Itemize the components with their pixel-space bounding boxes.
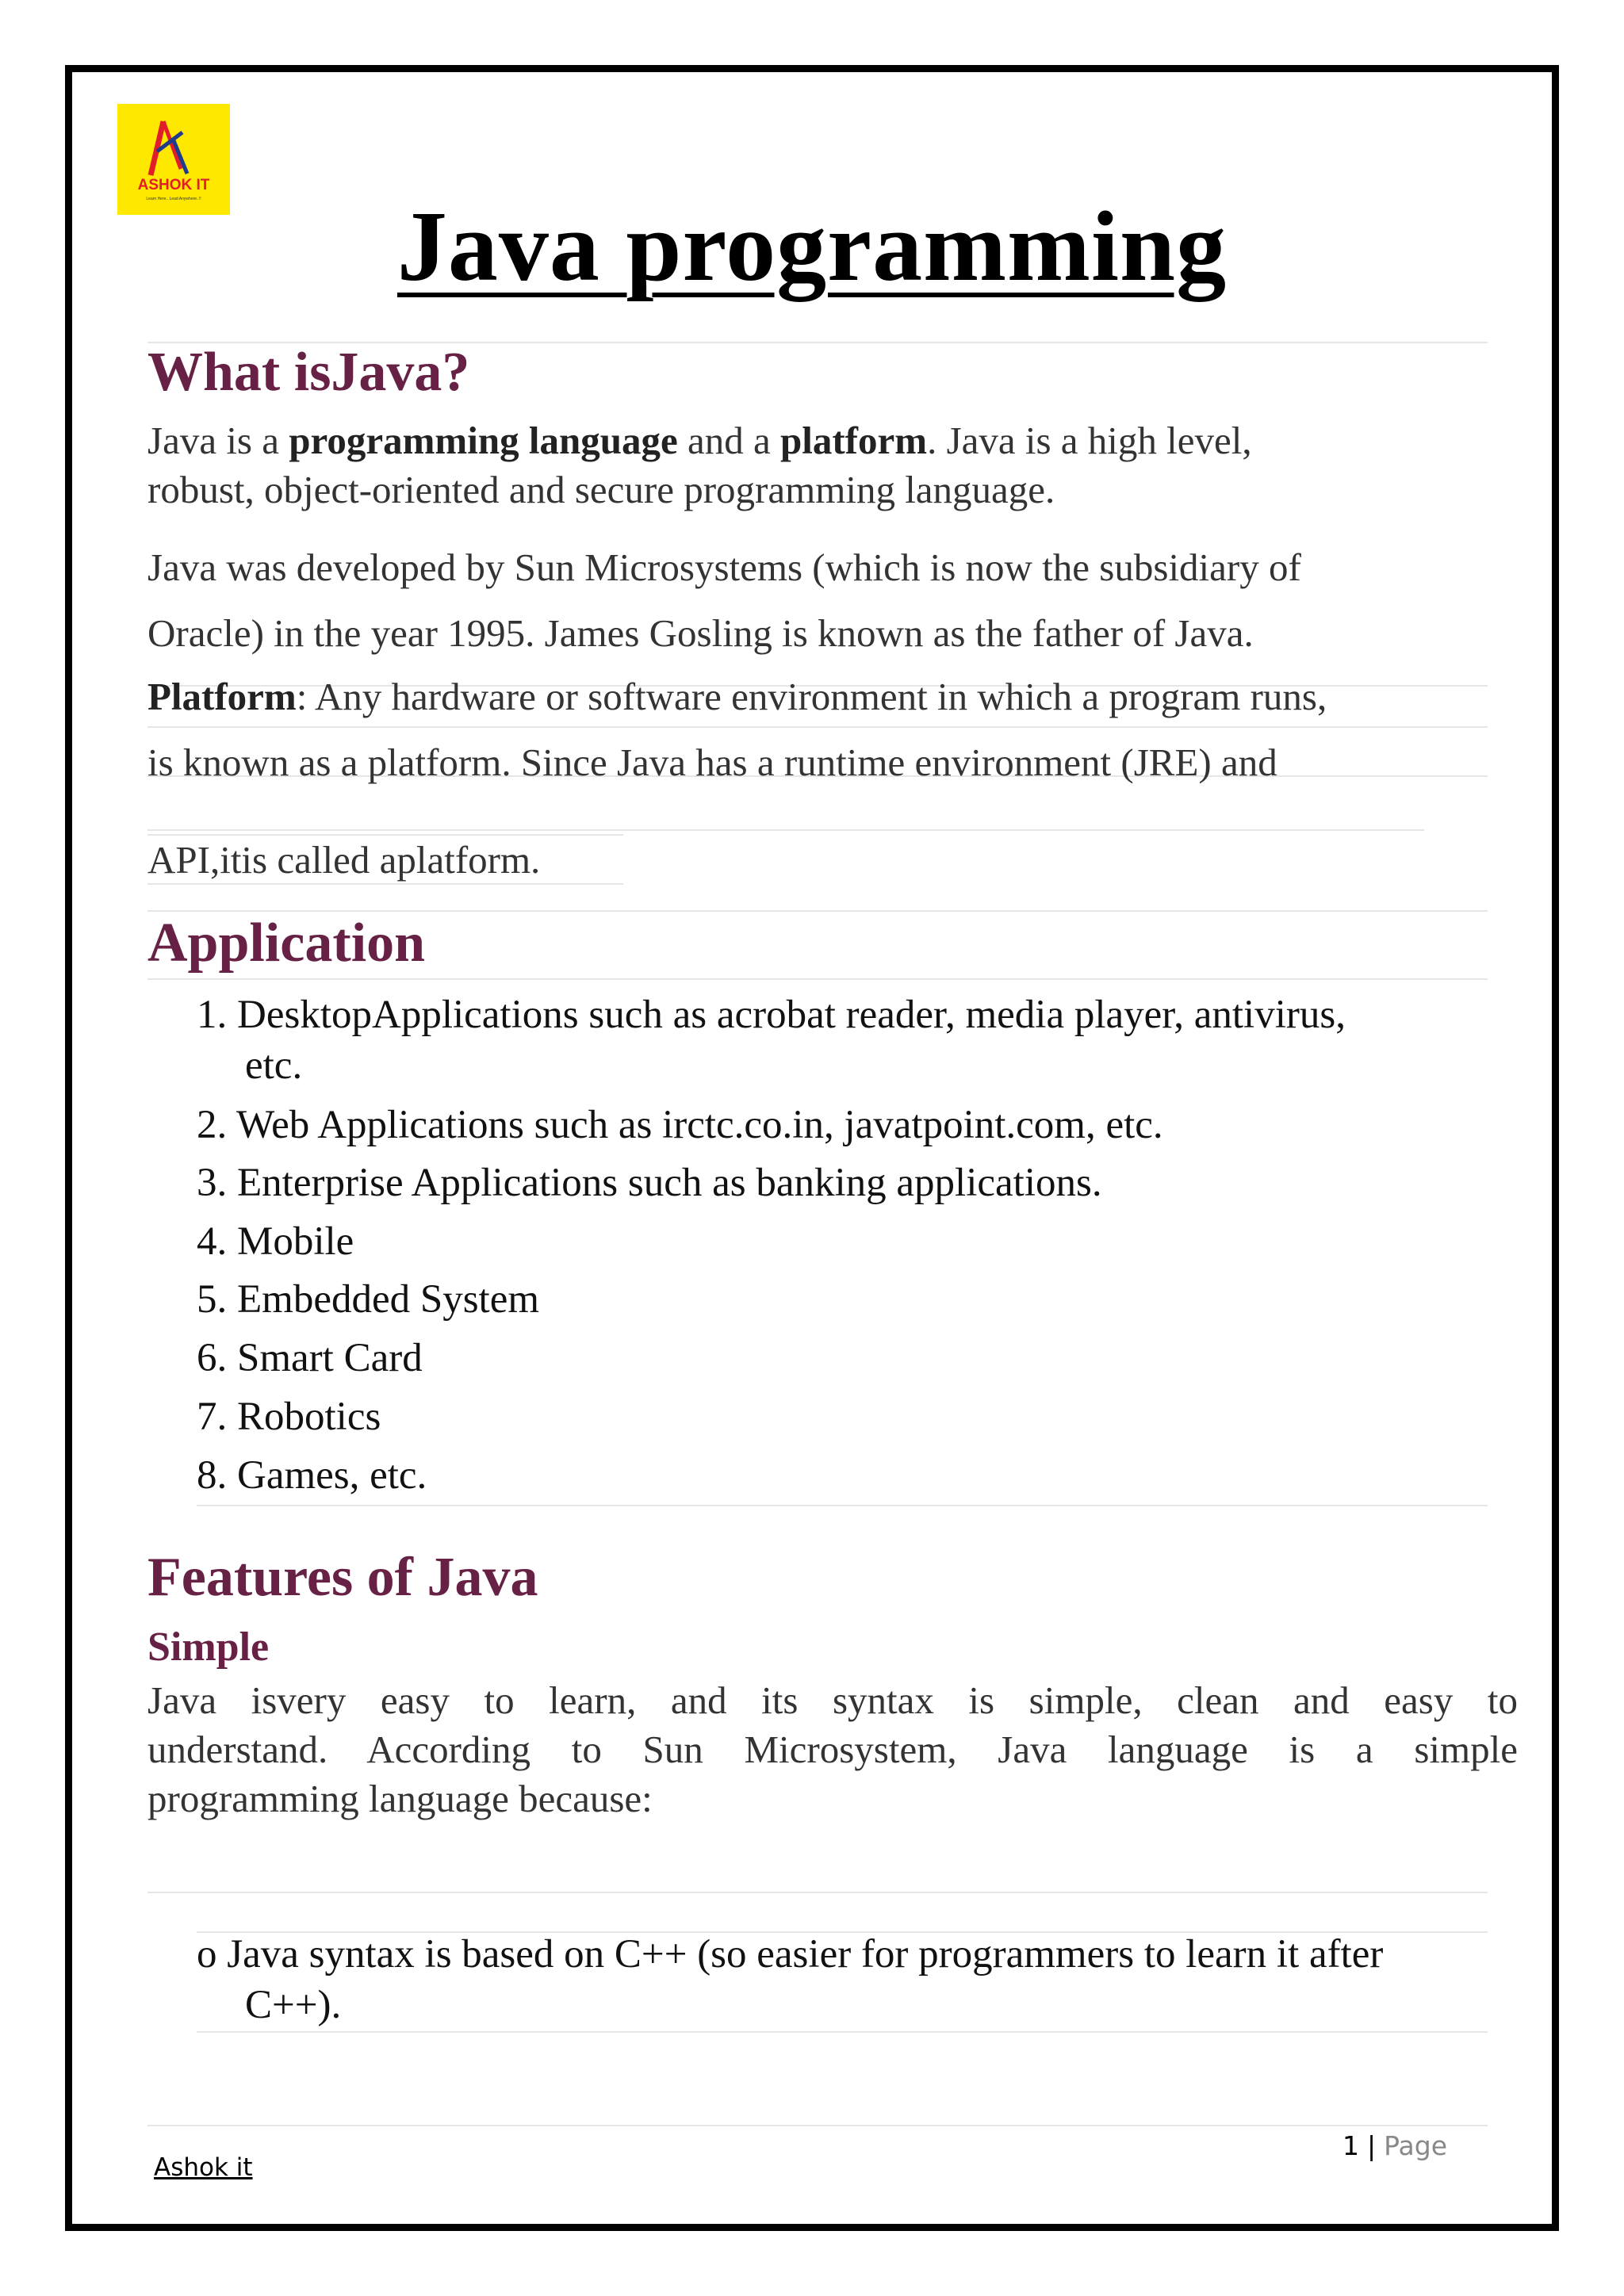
- list-item: 7. Robotics: [197, 1395, 381, 1439]
- page-title: Java programming: [396, 192, 1228, 302]
- list-item: 3. Enterprise Applications such as banking applications.: [197, 1161, 1102, 1205]
- logo-text: ASHOK IT: [137, 177, 210, 193]
- para-simple-line2: understand. According to Sun Microsystem, Java language is a simple: [147, 1728, 1518, 1771]
- para-java-definition-line1: Java is a programming language and a platform. Java is a high level,: [147, 419, 1252, 462]
- divider: [147, 883, 623, 885]
- divider: [147, 726, 1488, 728]
- para-platform-line1: Platform: Any hardware or software environment in which a program runs,: [147, 675, 1327, 718]
- subheading-simple: Simple: [147, 1624, 270, 1670]
- list-item: 1. DesktopApplications such as acrobat reader, media player, antivirus,: [197, 993, 1346, 1037]
- para-simple-line1: Java isvery easy to learn, and its syntax is simple, clean and easy to: [147, 1678, 1518, 1722]
- logo-tagline: Learn Here.. Lead Anywhere..!!: [146, 197, 201, 201]
- page-number: 1 | Page: [1342, 2130, 1448, 2161]
- para-simple-line3: programming language because:: [147, 1777, 653, 1820]
- para-platform-line3: API,itis called aplatform.: [147, 838, 541, 882]
- list-item: 8. Games, etc.: [197, 1453, 427, 1498]
- divider: [147, 834, 623, 836]
- bullet-item-continuation: C++).: [245, 1983, 342, 2027]
- para-java-history-line2: Oracle) in the year 1995. James Gosling is known as the father of Java.: [147, 611, 1254, 655]
- bullet-item: o Java syntax is based on C++ (so easier for programmers to learn it after: [197, 1932, 1384, 1976]
- list-item: 4. Mobile: [197, 1219, 354, 1264]
- para-java-history-line1: Java was developed by Sun Microsystems (which is now the subsidiary of: [147, 545, 1301, 589]
- para-platform-line2: is known as a platform. Since Java has a runtime environment (JRE) and: [147, 740, 1277, 784]
- divider: [147, 978, 1488, 980]
- heading-what-is-java: What isJava?: [147, 342, 470, 403]
- list-item: 5. Embedded System: [197, 1277, 540, 1322]
- heading-features-of-java: Features of Java: [147, 1547, 538, 1608]
- para-java-definition-line2: robust, object-oriented and secure programming language.: [147, 468, 1055, 511]
- list-item: 6. Smart Card: [197, 1336, 423, 1380]
- list-item-continuation: etc.: [245, 1043, 303, 1088]
- divider: [147, 1892, 1488, 1893]
- divider: [197, 1505, 1488, 1506]
- divider: [197, 2031, 1488, 2033]
- divider: [147, 829, 1424, 831]
- list-item: 2. Web Applications such as irctc.co.in, javatpoint.com, etc.: [197, 1103, 1163, 1147]
- divider: [147, 2125, 1488, 2126]
- bullet-marker: o: [197, 1932, 217, 1976]
- heading-application: Application: [147, 913, 426, 974]
- footer-link-ashok-it[interactable]: Ashok it: [154, 2153, 253, 2182]
